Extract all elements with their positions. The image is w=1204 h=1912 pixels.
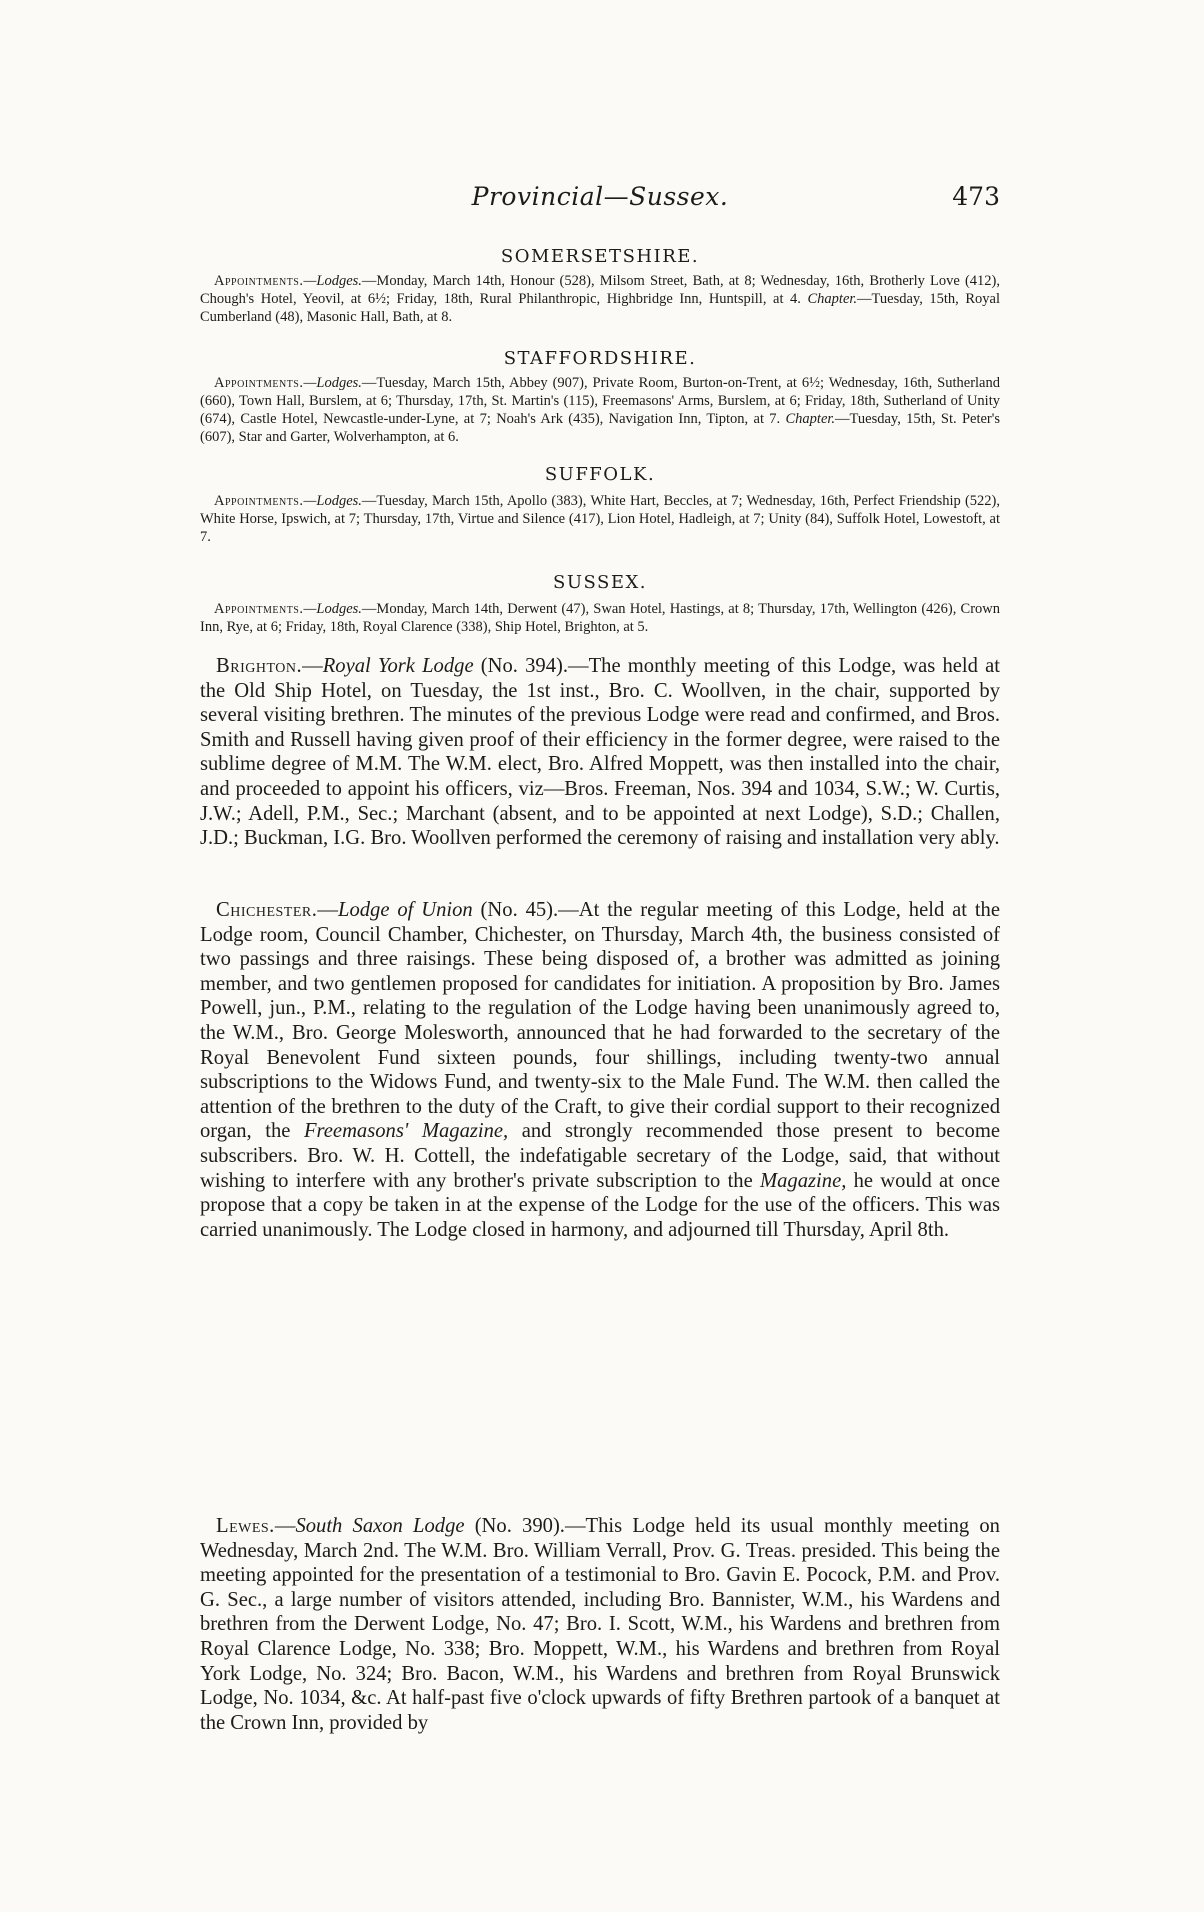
page-number: 473: [952, 182, 1000, 211]
appointments-label: Appointments.: [214, 493, 304, 509]
report-text: (No. 394).—The monthly meeting of this Lodge, was held at the Old Ship Hotel, on Tuesday, the 1st inst., Bro. C. Woollven, in the chair, supported by several visiting brethren. The minutes of the previous Lodge were read and confirmed, and Bros. Smith and Russell having given proof of their efficiency in the former degree, were raised to the sublime degree of M.M. The W.M. elect, Bro. Alfred Moppett, was then installed into the chair, and proceeded to appoint his officers, viz—Bros. Freeman, Nos. 394 and 1034, S.W.; W. Curtis, J.W.; Adell, P.M., Sec.; Marchant (absent, and to be appointed at next Lodge), S.D.; Challen, J.D.; Buckman, I.G. Bro. Woollven performed the ceremony of raising and installation very ably.: [200, 655, 1000, 850]
section-heading-somersetshire: SOMERSETSHIRE.: [500, 246, 700, 267]
appointments-suffolk: [200, 492, 1000, 546]
running-head-title: Provincial—Sussex.: [471, 182, 729, 211]
section-heading-sussex: SUSSEX.: [552, 572, 648, 593]
appointments-label: Appointments.: [214, 375, 304, 391]
running-head: [200, 182, 1000, 218]
appointments-somersetshire: [200, 272, 1000, 326]
report-lewes: [200, 1514, 1000, 1735]
report-text-middle: and strongly recommended those present to become subscribers. Bro. W. H. Cottell, the indefatigable secretary of the Lodge, said, that without wishing to interfere with any brother's private subscription to the: [200, 1120, 1000, 1192]
report-chichester: [200, 898, 1000, 1242]
appointments-sussex: [200, 600, 1000, 636]
report-brighton: [200, 654, 1000, 851]
report-dash: —: [317, 899, 338, 921]
report-lodge-name: South Saxon Lodge: [295, 1515, 465, 1537]
report-lodge-name: Royal York Lodge: [322, 655, 474, 677]
appointments-label: Appointments.: [214, 601, 304, 617]
report-place: Lewes.: [216, 1515, 275, 1537]
report-magazine-title: Freemasons' Magazine,: [303, 1120, 509, 1143]
section-heading-suffolk: SUFFOLK.: [544, 464, 656, 485]
lodges-label: —Lodges.: [303, 273, 362, 289]
lodges-label: —Lodges.: [303, 375, 362, 391]
chapter-text: —Tuesday, 15th, Royal Cumberland (48), Masonic Hall, Bath, at 8.: [200, 291, 1001, 325]
appointments-staffordshire: [200, 374, 1000, 446]
lodges-text: —Tuesday, March 15th, Apollo (383), White Hart, Beccles, at 7; Wednesday, 16th, Perfect Friendship (522), White Horse, Ipswich, at 7; Thursday, 17th, Virtue and Silence (417), Lion Hotel, Hadleigh, at 7; Unity (84), Suffolk Hotel, Lowestoft, at 7.: [200, 493, 1000, 545]
section-heading-staffordshire: STAFFORDSHIRE.: [503, 348, 697, 369]
lodges-label: —Lodges.: [303, 493, 362, 509]
report-text: (No. 390).—This Lodge held its usual monthly meeting on Wednesday, March 2nd. The W.M. Bro. William Verrall, Prov. G. Treas. presided. This being the meeting appointed for the presentation of a testimonial to Bro. Gavin E. Pocock, P.M. and Prov. G. Sec., a large number of visitors attended, including Bro. Bannister, W.M., his Wardens and brethren from the Derwent Lodge, No. 47; Bro. I. Scott, W.M., his Wardens and brethren from Royal Clarence Lodge, No. 338; Bro. Moppett, W.M., his Wardens and brethren from Royal York Lodge, No. 324; Bro. Bacon, W.M., his Wardens and brethren from Royal Brunswick Lodge, No. 1034, &c. At half-past five o'clock upwards of fifty Brethren partook of a banquet at the Crown Inn, provided by: [200, 1515, 1000, 1734]
lodges-label: —Lodges.: [303, 601, 362, 617]
lodges-text: —Tuesday, March 15th, Abbey (907), Private Room, Burton-on-Trent, at 6½; Wednesday, 16th, Sutherland (660), Town Hall, Burslem, at 6; Thursday, 17th, St. Martin's (115), Freemasons' Arms, Burslem, at 6; Friday, 18th, Sutherland of Unity (674), Castle Hotel, Newcastle-under-Lyne, at 7; Noah's Ark (435), Navigation Inn, Tipton, at 7.: [200, 375, 1000, 427]
chapter-label: Chapter.: [785, 411, 836, 427]
report-lodge-name: Lodge of Union: [337, 899, 473, 921]
report-dash: —: [302, 655, 323, 677]
report-place: Chichester.: [216, 899, 318, 921]
lodges-text: —Monday, March 14th, Honour (528), Milsom Street, Bath, at 8; Wednesday, 16th, Brotherly Love (412), Chough's Hotel, Yeovil, at 6½; Friday, 18th, Rural Philanthropic, Highbridge Inn, Huntspill, at 4.: [200, 273, 1000, 307]
chapter-text: —Tuesday, 15th, St. Peter's (607), Star and Garter, Wolverhampton, at 6.: [200, 411, 1000, 445]
appointments-label: Appointments.: [214, 273, 304, 289]
lodges-text: —Monday, March 14th, Derwent (47), Swan Hotel, Hastings, at 8; Thursday, 17th, Wellington (426), Crown Inn, Rye, at 6; Friday, 18th, Royal Clarence (338), Ship Hotel, Brighton, at 5.: [200, 601, 1000, 635]
report-text-after: he would at once propose that a copy be taken in at the expense of the Lodge for the use of the officers. This was carried unanimously. The Lodge closed in harmony, and adjourned till Thursday, April 8th.: [200, 1169, 1000, 1241]
report-place: Brighton.: [216, 655, 303, 677]
report-dash: —: [274, 1515, 296, 1537]
chapter-label: Chapter.: [807, 291, 858, 307]
report-magazine-short: Magazine,: [759, 1169, 847, 1192]
report-text: (No. 45).—At the regular meeting of this Lodge, held at the Lodge room, Council Chamber, Chichester, on Thursday, March 4th, the business consisted of two passings and three raisings. These being disposed of, a brother was admitted as joining member, and two gentlemen proposed for candidates for initiation. A proposition by Bro. James Powell, jun., P.M., relating to the regulation of the Lodge having been unanimously agreed to, the W.M., Bro. George Molesworth, announced that he had forwarded to the secretary of the Royal Benevolent Fund sixteen pounds, four shillings, including twenty-two annual subscriptions to the Widows Fund, and twenty-six to the Male Fund. The W.M. then called the attention of the brethren to the duty of the Craft, to give their cordial support to their recognized organ, the: [200, 899, 1000, 1143]
